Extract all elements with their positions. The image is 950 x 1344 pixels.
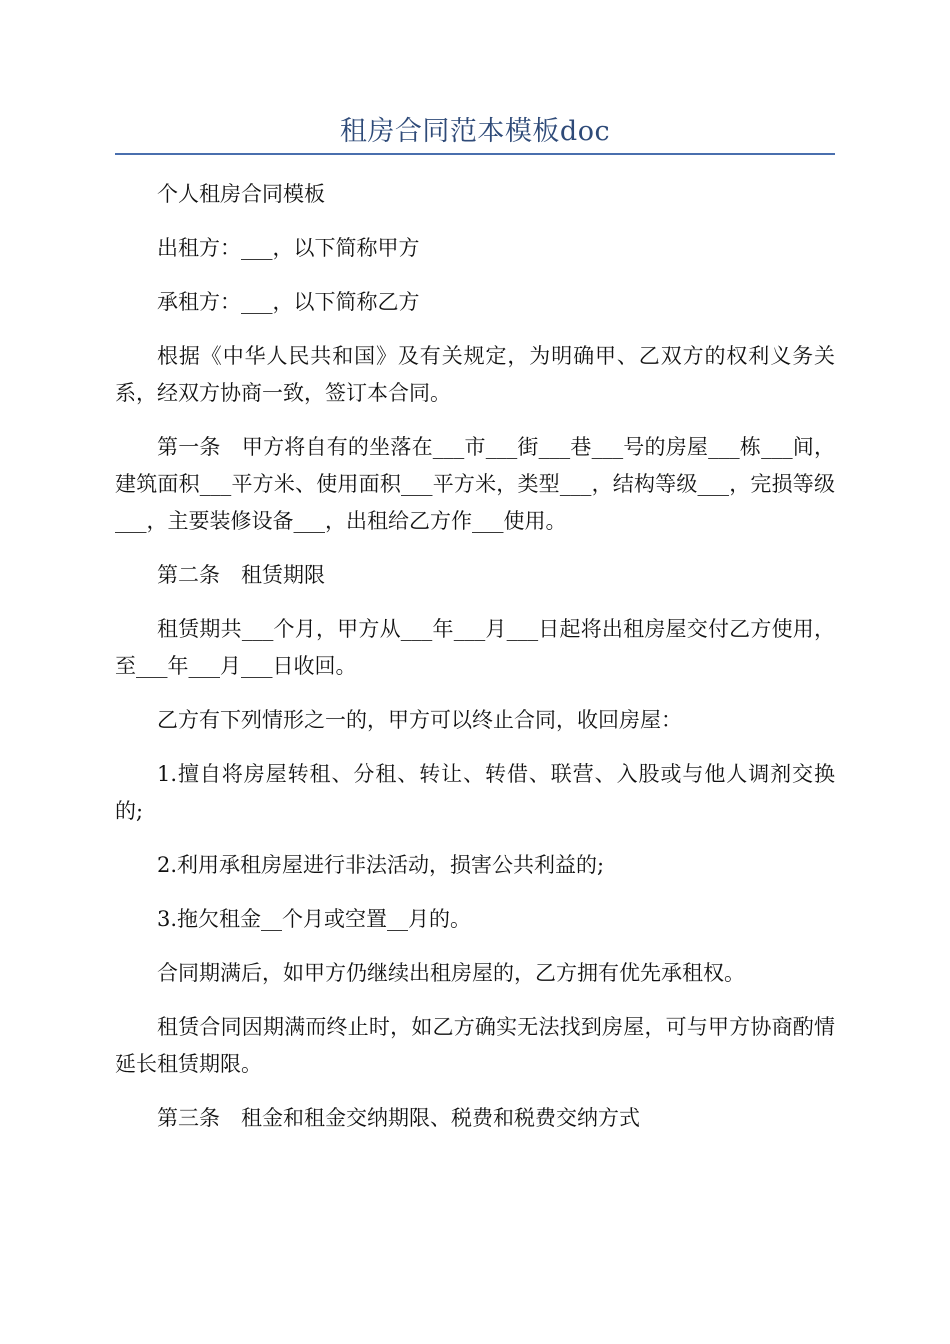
paragraph-item-1: 1.擅自将房屋转租、分租、转让、转借、联营、入股或与他人调剂交换的;: [115, 762, 835, 823]
paragraph-lessee: 承租方：___，以下简称乙方: [157, 290, 420, 314]
paragraph-article-2-title: 第二条 租赁期限: [157, 563, 325, 587]
paragraph-article-3-title: 第三条 租金和租金交纳期限、税费和税费交纳方式: [157, 1106, 640, 1130]
paragraph-lease-term: 租赁期共___个月，甲方从___年___月___日起将出租房屋交付乙方使用，至___年___月___日收回。: [115, 617, 835, 678]
paragraph-termination-intro: 乙方有下列情形之一的，甲方可以终止合同，收回房屋：: [157, 708, 682, 732]
paragraph-priority-right: 合同期满后，如甲方仍继续出租房屋的，乙方拥有优先承租权。: [157, 961, 745, 985]
paragraph-item-2: 2.利用承租房屋进行非法活动，损害公共利益的;: [157, 853, 605, 877]
paragraph-lessor: 出租方：___，以下简称甲方: [157, 236, 420, 260]
document-title: 租房合同范本模板doc: [339, 116, 611, 147]
title-underline: [115, 153, 835, 155]
paragraph-article-1: 第一条 甲方将自有的坐落在___市___街___巷___号的房屋___栋___间，建筑面积___平方米、使用面积___平方米，类型___，结构等级___，完损等级___，主要装修设备___，出租给乙方作___使用。: [115, 435, 835, 533]
paragraph-heading: 个人租房合同模板: [157, 182, 325, 206]
paragraph-preamble: 根据《中华人民共和国》及有关规定，为明确甲、乙双方的权利义务关系，经双方协商一致，签订本合同。: [115, 344, 835, 405]
paragraph-extension: 租赁合同因期满而终止时，如乙方确实无法找到房屋，可与甲方协商酌情延长租赁期限。: [115, 1015, 835, 1076]
paragraph-item-3: 3.拖欠租金__个月或空置__月的。: [157, 907, 472, 931]
document-body: [115, 176, 835, 1154]
